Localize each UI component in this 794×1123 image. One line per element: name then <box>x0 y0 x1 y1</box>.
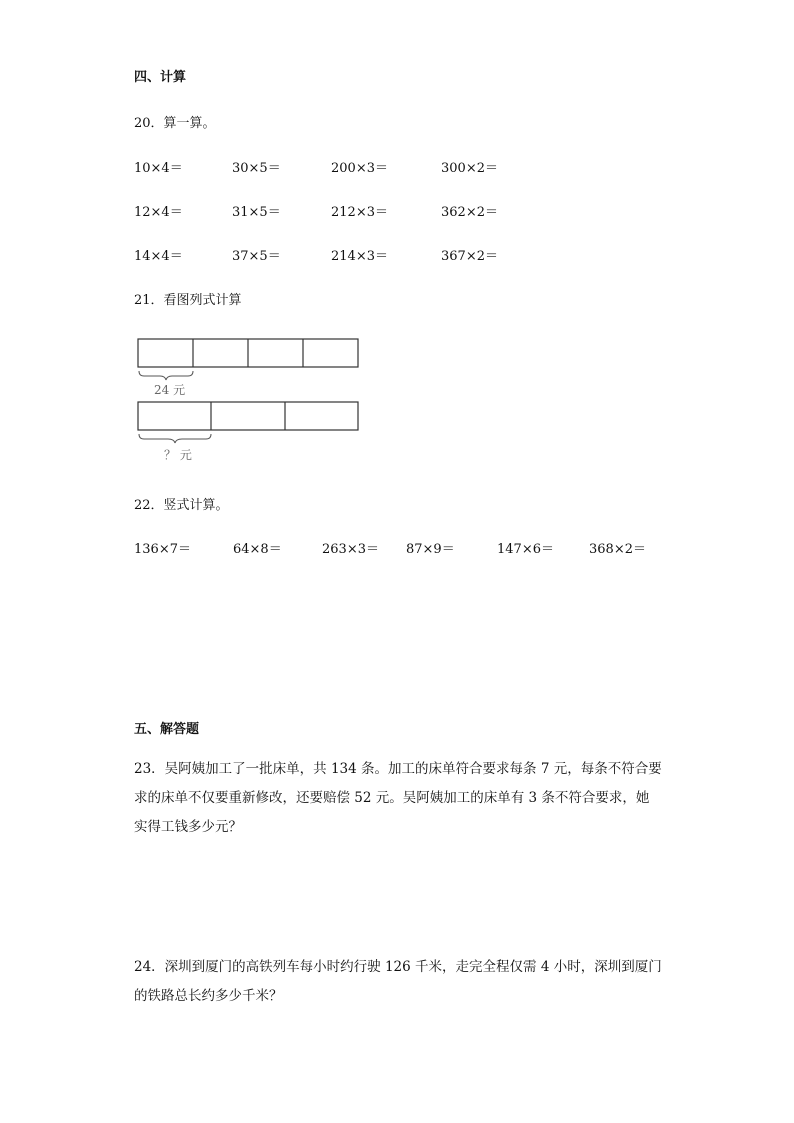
section-title-calc: 四、计算 <box>134 70 187 85</box>
question-24 <box>134 953 664 1011</box>
question-23-line: 23．吴阿姨加工了一批床单，共 134 条。加工的床单符合要求每条 7 元，每条不符合要 <box>134 761 662 777</box>
expr-22-3: 263×3＝ <box>322 542 379 557</box>
question-22-title: 22．竖式计算。 <box>134 498 229 513</box>
question-23-line: 求的床单不仅要重新修改，还要赔偿 52 元。吴阿姨加工的床单有 3 条不符合要求，她 <box>134 790 650 806</box>
question-21-title: 21．看图列式计算 <box>134 293 242 308</box>
expr-22-1: 136×7＝ <box>134 542 191 557</box>
expr-20-1-4: 300×2＝ <box>441 161 498 176</box>
bottom-bar <box>138 402 358 430</box>
expr-22-6: 368×2＝ <box>589 542 646 557</box>
expr-22-5: 147×6＝ <box>497 542 554 557</box>
expr-20-1-3: 200×3＝ <box>331 161 388 176</box>
section-title-solve: 五、解答题 <box>134 722 200 737</box>
question-23-line: 实得工钱多少元？ <box>134 819 242 835</box>
expr-20-3-2: 37×5＝ <box>232 249 281 264</box>
top-brace-label: 24 元 <box>154 383 186 397</box>
expr-20-1-1: 10×4＝ <box>134 161 183 176</box>
question-23 <box>134 755 664 842</box>
expr-22-4: 87×9＝ <box>406 542 455 557</box>
question-24-line: 24．深圳到厦门的高铁列车每小时约行驶 126 千米，走完全程仅需 4 小时，深圳到厦门 <box>134 959 662 975</box>
expr-20-2-4: 362×2＝ <box>441 205 498 220</box>
question-24-line: 的铁路总长约多少千米？ <box>134 988 283 1004</box>
bottom-brace <box>139 434 211 443</box>
expr-20-2-2: 31×5＝ <box>232 205 281 220</box>
expr-20-3-3: 214×3＝ <box>331 249 388 264</box>
expr-22-2: 64×8＝ <box>233 542 282 557</box>
expr-20-2-1: 12×4＝ <box>134 205 183 220</box>
segment-diagram <box>130 330 370 474</box>
expr-20-3-4: 367×2＝ <box>441 249 498 264</box>
expr-20-3-1: 14×4＝ <box>134 249 183 264</box>
question-20-title: 20．算一算。 <box>134 116 216 131</box>
bottom-brace-label: ？ 元 <box>164 448 192 462</box>
expr-20-2-3: 212×3＝ <box>331 205 388 220</box>
top-brace <box>139 371 193 380</box>
expr-20-1-2: 30×5＝ <box>232 161 281 176</box>
